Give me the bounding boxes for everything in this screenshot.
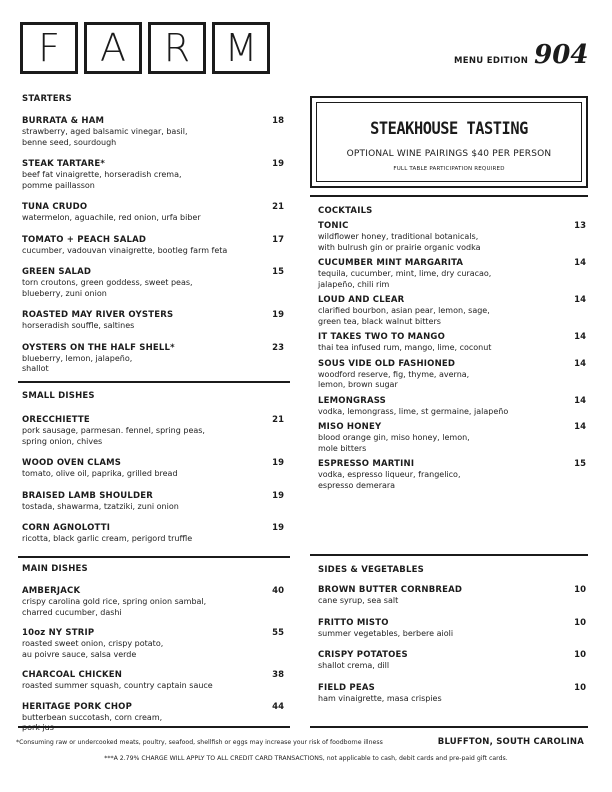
menu-item-price: 38	[272, 670, 284, 680]
cocktails-section	[318, 206, 586, 491]
menu-item-description: cane syrup, sea salt	[318, 596, 399, 605]
steakhouse-tasting-box	[310, 96, 588, 188]
logo-box-m	[212, 22, 270, 74]
menu-item	[318, 221, 586, 253]
menu-item-description: woodford reserve, fig, thyme, averna, lemon, brown sugar	[318, 369, 470, 389]
rule-left-1	[18, 381, 290, 383]
menu-item	[318, 422, 586, 454]
edition-number: 904	[534, 40, 589, 70]
menu-item-description: vodka, espresso liqueur, frangelico, espresso demerara	[318, 470, 461, 490]
menu-item-price: 19	[272, 523, 284, 533]
menu-item-name: ESPRESSO MARTINI	[318, 459, 415, 469]
starters-list	[22, 116, 290, 375]
menu-item-price: 14	[574, 358, 586, 369]
menu-item-price: 10	[574, 617, 586, 628]
menu-item-description: pork sausage, parmesan. fennel, spring peas, spring onion, chives	[22, 426, 205, 446]
menu-item	[318, 396, 586, 418]
tasting-title: STEAKHOUSE TASTING	[370, 119, 528, 139]
menu-item-name: HERITAGE PORK CHOP	[22, 701, 133, 712]
menu-item-name: ORECCHIETTE	[22, 415, 90, 425]
menu-item-price: 14	[574, 332, 586, 342]
rule-left-3	[18, 726, 290, 728]
menu-item-price: 10	[574, 585, 586, 595]
menu-item-price: 10	[574, 682, 586, 693]
menu-item-name: TONIC	[318, 221, 349, 231]
menu-item	[318, 683, 586, 705]
menu-item-price: 15	[574, 459, 586, 469]
menu-item	[22, 523, 290, 545]
menu-item-name: ROASTED MAY RIVER OYSTERS	[22, 310, 174, 320]
credit-card-charge-note: ***A 2.79% CHARGE WILL APPLY TO ALL CREDIT CARD TRANSACTIONS, not applicable to cash, debit cards and pre-paid gift cards.	[104, 755, 508, 762]
menu-item-description: crispy carolina gold rice, spring onion sambal, charred cucumber, dashi	[22, 597, 207, 617]
small-dishes-heading: SMALL DISHES	[22, 391, 95, 401]
sides-heading: SIDES & VEGETABLES	[318, 565, 424, 575]
menu-item-name: SOUS VIDE OLD FASHIONED	[318, 358, 456, 369]
small-dishes-list	[22, 415, 290, 545]
menu-item-price: 40	[272, 586, 284, 596]
menu-item-price: 19	[272, 310, 284, 320]
menu-item-price: 21	[272, 202, 284, 212]
menu-item	[22, 310, 290, 332]
menu-item-description: torn croutons, green goddess, sweet peas, blueberry, zuni onion	[22, 278, 193, 298]
menu-item	[22, 116, 290, 148]
menu-item-description: strawberry, aged balsamic vinegar, basil, benne seed, sourdough	[22, 127, 188, 147]
menu-item-name: LOUD AND CLEAR	[318, 295, 405, 305]
menu-item-name: AMBERJACK	[22, 586, 81, 596]
menu-item-name: BROWN BUTTER CORNBREAD	[318, 585, 463, 595]
menu-item-description: horseradish souffle, saltines	[22, 321, 135, 330]
menu-item-description: beef fat vinaigrette, horseradish crema, pomme paillasson	[22, 170, 182, 190]
menu-item	[22, 491, 290, 513]
main-dishes-heading: MAIN DISHES	[22, 564, 88, 574]
menu-item-description: roasted sweet onion, crispy potato, au poivre sauce, salsa verde	[22, 639, 164, 659]
menu-item	[22, 159, 290, 191]
menu-item-description: blood orange gin, miso honey, lemon, mole bitters	[318, 433, 470, 453]
menu-item-description: shallot crema, dill	[318, 661, 390, 670]
menu-item-name: OYSTERS ON THE HALF SHELL*	[22, 342, 175, 353]
menu-item	[22, 458, 290, 480]
menu-item	[318, 618, 586, 640]
logo-letter: M	[224, 26, 258, 70]
menu-item	[318, 459, 586, 491]
menu-item-price: 15	[272, 267, 284, 277]
menu-item-price: 14	[574, 295, 586, 305]
logo-box-a	[84, 22, 142, 74]
menu-item-description: clarified bourbon, asian pear, lemon, sage, green tea, black walnut bitters	[318, 306, 490, 326]
menu-item-name: BRAISED LAMB SHOULDER	[22, 490, 153, 501]
menu-item-name: FIELD PEAS	[318, 682, 375, 693]
menu-item-price: 44	[272, 701, 284, 712]
menu-item-description: roasted summer squash, country captain sauce	[22, 681, 213, 690]
menu-item-description: watermelon, aguachile, red onion, urfa biber	[22, 213, 201, 222]
menu-item-description: ham vinaigrette, masa crispies	[318, 693, 442, 703]
cocktails-heading: COCKTAILS	[318, 206, 373, 216]
menu-item-name: WOOD OVEN CLAMS	[22, 458, 122, 468]
menu-item	[22, 586, 290, 618]
small-dishes-section	[22, 388, 290, 545]
menu-item	[22, 343, 290, 375]
menu-edition	[454, 40, 588, 70]
menu-item-name: FRITTO MISTO	[318, 617, 389, 628]
menu-item-price: 10	[574, 650, 586, 660]
menu-item-description: tostada, shawarma, tzatziki, zuni onion	[22, 501, 179, 511]
menu-item-name: CHARCOAL CHICKEN	[22, 670, 123, 680]
menu-item-name: GREEN SALAD	[22, 267, 92, 277]
menu-item-name: IT TAKES TWO TO MANGO	[318, 332, 446, 342]
menu-item-name: STEAK TARTARE*	[22, 159, 106, 169]
menu-item-price: 55	[272, 628, 284, 638]
menu-item-price: 18	[272, 116, 284, 126]
menu-item-description: vodka, lemongrass, lime, st germaine, jalapeño	[318, 406, 509, 416]
menu-item	[318, 258, 586, 290]
menu-item-description: blueberry, lemon, jalapeño, shallot	[22, 353, 133, 373]
foodborne-disclaimer: *Consuming raw or undercooked meats, poultry, seafood, shellfish or eggs may increase your risk of foodborne illness	[16, 739, 383, 746]
menu-item-price: 23	[272, 342, 284, 353]
menu-item-name: TUNA CRUDO	[22, 202, 88, 212]
logo-letter: A	[100, 26, 126, 70]
rule-right-2	[310, 554, 588, 556]
menu-item	[318, 332, 586, 354]
menu-item-description: tomato, olive oil, paprika, grilled bread	[22, 469, 178, 478]
location-label: BLUFFTON, SOUTH CAROLINA	[437, 737, 584, 747]
menu-item-price: 19	[272, 490, 284, 501]
menu-item-description: ricotta, black garlic cream, perigord truffle	[22, 534, 193, 543]
menu-item	[22, 702, 290, 734]
tasting-inner-frame	[316, 102, 582, 182]
menu-item-description: tequila, cucumber, mint, lime, dry curacao, jalapeño, chili rim	[318, 269, 492, 289]
menu-item-description: wildflower honey, traditional botanicals, with bulrush gin or prairie organic vodka	[318, 232, 481, 252]
menu-item-description: summer vegetables, berbere aioli	[318, 628, 454, 638]
main-dishes-list	[22, 586, 290, 734]
menu-item-description: butterbean succotash, corn cream,	[22, 712, 163, 722]
sides-section	[318, 565, 586, 704]
menu-item-price: 13	[574, 221, 586, 231]
logo-letter: R	[163, 26, 191, 70]
menu-item-name: 10oz NY STRIP	[22, 628, 95, 638]
menu-item	[22, 415, 290, 447]
tasting-subtitle: OPTIONAL WINE PAIRINGS $40 PER PERSON	[346, 149, 552, 159]
menu-item-name: CUCUMBER MINT MARGARITA	[318, 258, 464, 268]
menu-item-price: 14	[574, 395, 586, 406]
menu-item	[22, 267, 290, 299]
menu-item-name: CRISPY POTATOES	[318, 650, 408, 660]
menu-item	[318, 650, 586, 672]
edition-label: MENU EDITION	[454, 56, 529, 66]
menu-item-price: 17	[272, 234, 284, 245]
menu-item	[318, 295, 586, 327]
menu-item-name: BURRATA & HAM	[22, 116, 105, 126]
logo-box-f	[20, 22, 78, 74]
logo-box-r	[148, 22, 206, 74]
rule-right-1	[310, 195, 588, 197]
menu-item-description: thai tea infused rum, mango, lime, coconut	[318, 343, 492, 352]
starters-heading: STARTERS	[22, 94, 72, 104]
menu-item-price: 19	[272, 159, 284, 169]
rule-left-2	[18, 556, 290, 558]
menu-item-price: 14	[574, 258, 586, 268]
logo-letter: F	[38, 26, 60, 70]
rule-right-3	[310, 726, 588, 728]
menu-item	[318, 359, 586, 391]
menu-item-name: CORN AGNOLOTTI	[22, 523, 111, 533]
menu-item	[318, 585, 586, 607]
menu-item	[22, 628, 290, 660]
menu-item-price: 19	[272, 458, 284, 468]
sides-list	[318, 585, 586, 704]
menu-item-name: LEMONGRASS	[318, 395, 386, 406]
main-dishes-section	[22, 562, 290, 734]
menu-item-name: MISO HONEY	[318, 422, 382, 432]
menu-item-description: cucumber, vadouvan vinaigrette, bootleg farm feta	[22, 245, 228, 255]
tasting-note: FULL TABLE PARTICIPATION REQUIRED	[393, 166, 505, 172]
menu-item	[22, 202, 290, 224]
menu-item	[22, 670, 290, 692]
left-column	[22, 92, 290, 375]
menu-item-name: TOMATO + PEACH SALAD	[22, 234, 147, 245]
menu-item-price: 14	[574, 422, 586, 432]
cocktails-list	[318, 221, 586, 491]
farm-logo	[20, 22, 270, 74]
menu-item	[22, 235, 290, 257]
menu-item-price: 21	[272, 415, 284, 425]
